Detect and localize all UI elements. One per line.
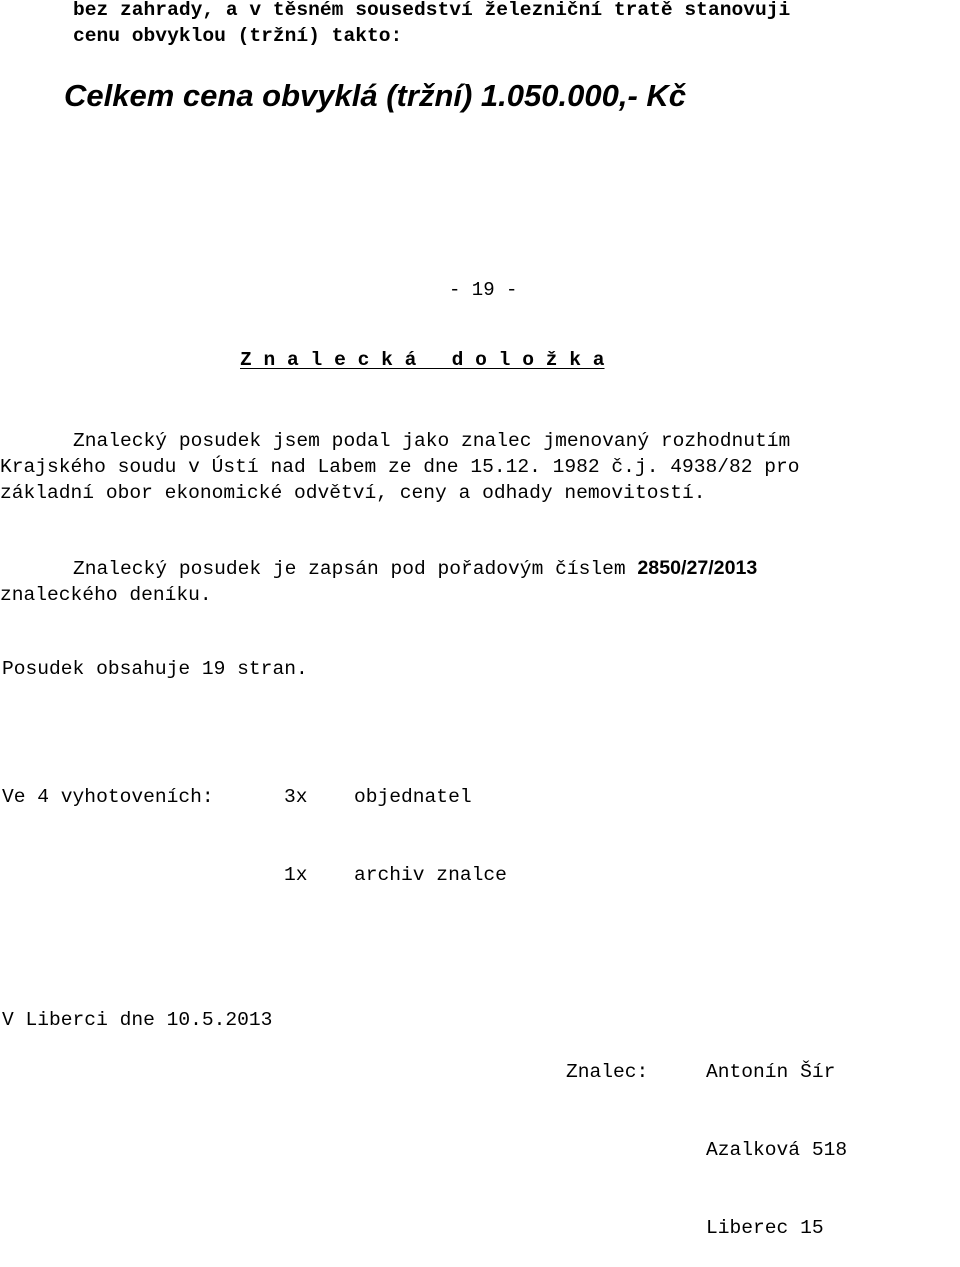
intro-line-2: cenu obvyklou (tržní) takto: [73, 25, 403, 47]
appointment-line-2: Krajského soudu v Ústí nad Labem ze dne 15.12. 1982 č.j. 4938/82 pro [0, 456, 800, 478]
place-and-date: V Liberci dne 10.5.2013 [2, 1009, 273, 1031]
copies-row [2, 784, 507, 810]
copies-label: Ve 4 vyhotoveních: [2, 786, 214, 808]
copies-recipient: objednatel [354, 786, 472, 808]
expert-appointment-paragraph [0, 428, 960, 506]
expert-clause-heading: Z n a l e c k á d o l o ž k a [240, 349, 605, 371]
copies-count: 1x [284, 864, 308, 886]
expert-signature-block [566, 1007, 847, 1267]
page-count-note: Posudek obsahuje 19 stran. [2, 658, 308, 680]
expert-name: Antonín Šír [706, 1061, 836, 1083]
appointment-line-1: Znalecký posudek jsem podal jako znalec jmenovaný rozhodnutím [73, 430, 791, 452]
expert-label: Znalec: [566, 1061, 649, 1083]
total-price: Celkem cena obvyklá (tržní) 1.050.000,- Kč [64, 78, 687, 113]
copies-list [2, 732, 507, 914]
copies-recipient: archiv znalce [354, 864, 507, 886]
copies-row [2, 862, 507, 888]
copies-count: 3x [284, 786, 308, 808]
page-number: - 19 - [449, 279, 518, 301]
registry-text: Znalecký posudek je zapsán pod pořadovým číslem [73, 558, 638, 580]
expert-street: Azalková 518 [706, 1139, 848, 1161]
intro-text [73, 0, 790, 49]
registry-paragraph [0, 555, 960, 608]
expert-city: Liberec 15 [706, 1217, 824, 1239]
intro-line-1: bez zahrady, a v těsném sousedství železniční tratě stanovuji [73, 0, 791, 21]
registry-line-2: znaleckého deníku. [0, 584, 212, 606]
appointment-line-3: základní obor ekonomické odvětví, ceny a odhady nemovitostí. [0, 482, 706, 504]
registry-number: 2850/27/2013 [637, 557, 758, 579]
